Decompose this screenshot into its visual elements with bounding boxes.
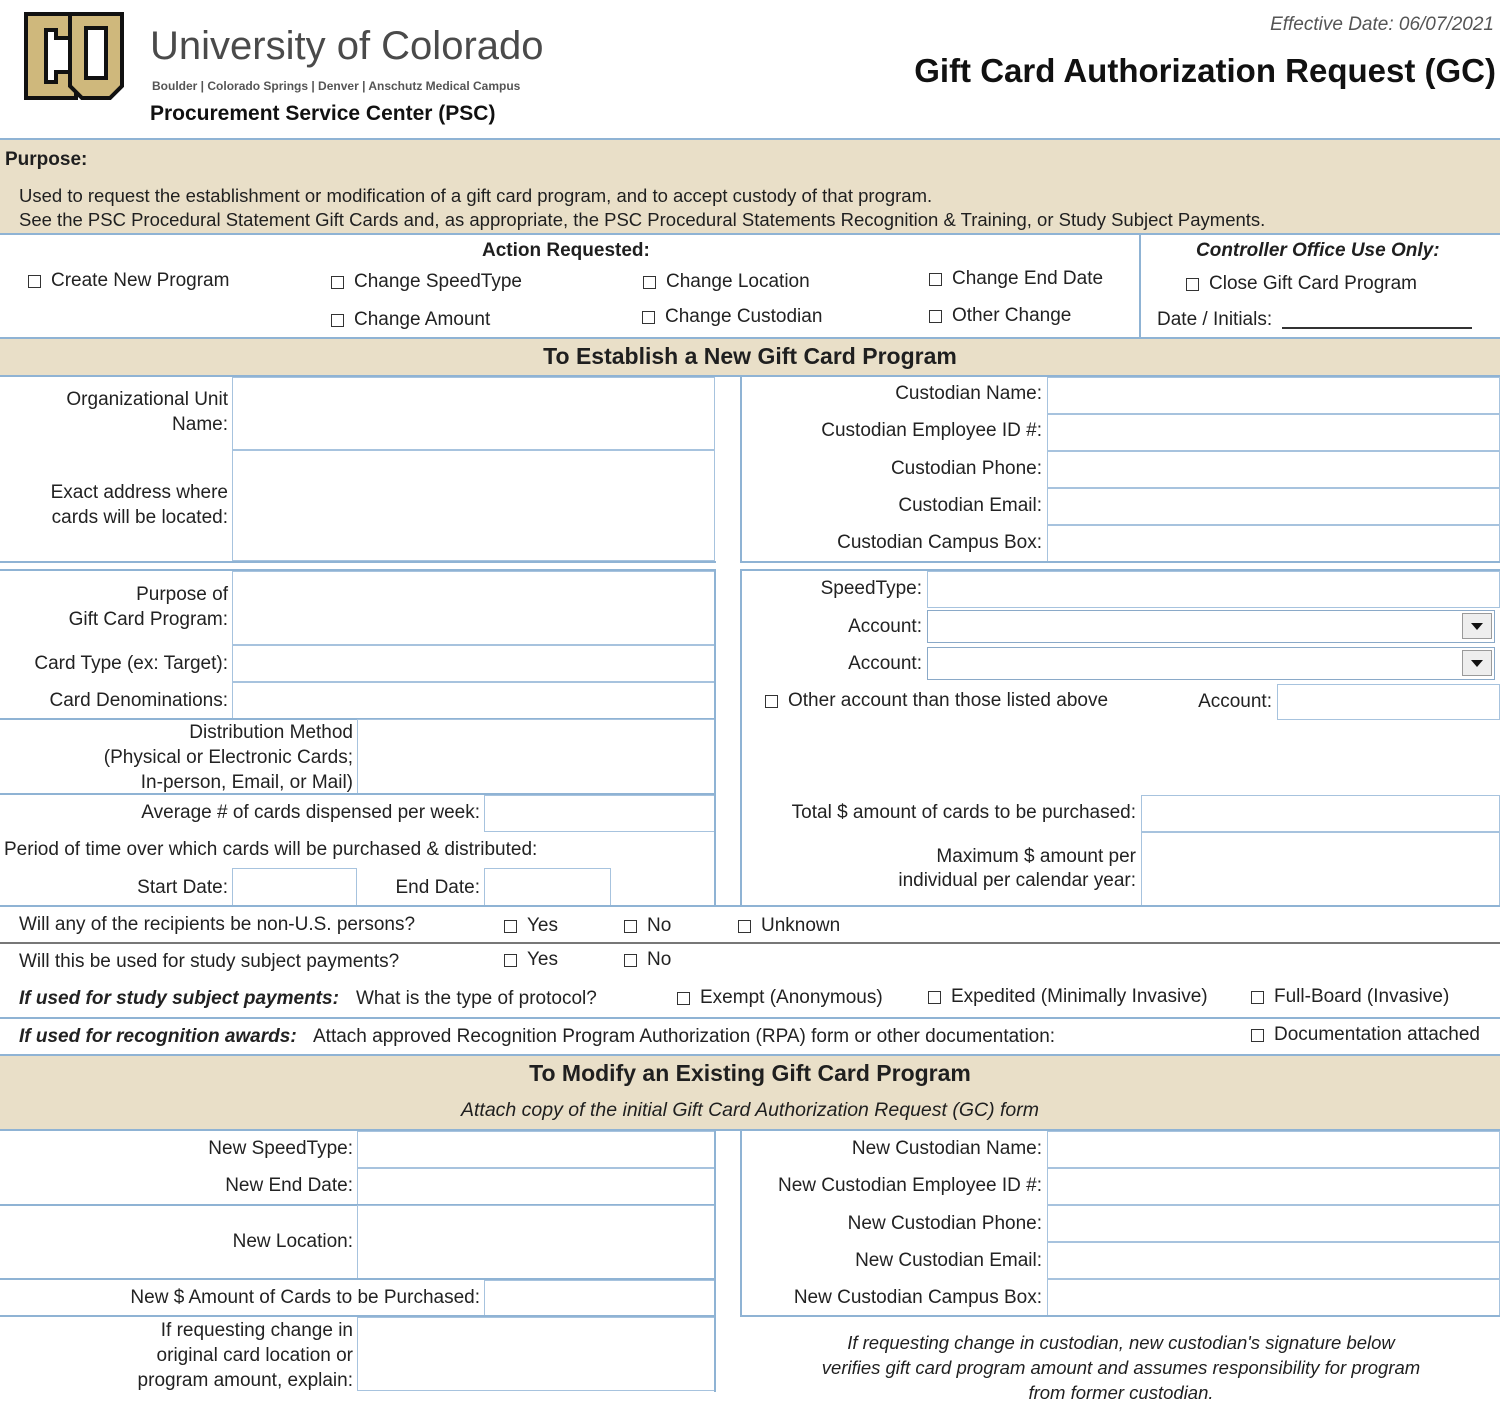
avg-cards-label: Average # of cards dispensed per week:	[141, 802, 480, 823]
form-title: Gift Card Authorization Request (GC)	[914, 52, 1496, 89]
account-2-select[interactable]	[927, 647, 1495, 680]
total-amount-label: Total $ amount of cards to be purchased:	[791, 802, 1136, 823]
explain-label-3: program amount, explain:	[137, 1370, 353, 1391]
max-amount-label-2: individual per calendar year:	[898, 870, 1136, 891]
custodian-name-label: Custodian Name:	[895, 383, 1042, 404]
change-location-checkbox[interactable]: Change Location	[643, 271, 810, 293]
org-unit-label-2: Name:	[172, 414, 228, 435]
chevron-down-icon[interactable]	[1462, 650, 1492, 676]
program-purpose-label-1: Purpose of	[136, 584, 228, 605]
total-amount-input[interactable]	[1141, 795, 1500, 832]
new-custodian-name-label: New Custodian Name:	[851, 1138, 1042, 1159]
custodian-note-3: from former custodian.	[1028, 1382, 1214, 1403]
cu-logo	[18, 8, 128, 104]
custodian-box-label: Custodian Campus Box:	[837, 532, 1042, 553]
speedtype-input[interactable]	[927, 571, 1500, 608]
address-label-1: Exact address where	[50, 482, 228, 503]
non-us-no-checkbox[interactable]: No	[624, 915, 671, 937]
expedited-checkbox[interactable]: Expedited (Minimally Invasive)	[928, 986, 1208, 1008]
program-purpose-label-2: Gift Card Program:	[68, 609, 228, 630]
distribution-input[interactable]	[357, 719, 715, 794]
date-initials-field[interactable]	[1282, 327, 1472, 329]
account-1-label: Account:	[848, 616, 922, 637]
recognition-prefix: If used for recognition awards:	[19, 1026, 297, 1047]
custodian-email-input[interactable]	[1047, 488, 1500, 525]
study-no-checkbox[interactable]: No	[624, 949, 671, 971]
other-account-checkbox[interactable]: Other account than those listed above	[765, 690, 1108, 712]
new-custodian-phone-label: New Custodian Phone:	[847, 1213, 1042, 1234]
new-custodian-box-label: New Custodian Campus Box:	[793, 1287, 1042, 1308]
create-program-checkbox[interactable]: Create New Program	[28, 270, 229, 292]
custodian-id-label: Custodian Employee ID #:	[821, 420, 1042, 441]
custodian-box-input[interactable]	[1047, 525, 1500, 562]
distribution-label-1: Distribution Method	[189, 722, 353, 743]
custodian-name-input[interactable]	[1047, 377, 1500, 414]
account-3-input[interactable]	[1277, 684, 1500, 720]
action-heading: Action Requested:	[482, 240, 650, 261]
card-type-input[interactable]	[232, 645, 715, 682]
exempt-checkbox[interactable]: Exempt (Anonymous)	[677, 987, 883, 1009]
custodian-note-1: If requesting change in custodian, new custodian's signature below	[847, 1332, 1395, 1353]
study-question: Will this be used for study subject payments?	[19, 951, 400, 972]
custodian-email-label: Custodian Email:	[898, 495, 1042, 516]
distribution-label-2: (Physical or Electronic Cards;	[103, 747, 353, 768]
protocol-question: What is the type of protocol?	[356, 988, 597, 1009]
department-name: Procurement Service Center (PSC)	[150, 102, 496, 125]
new-amount-input[interactable]	[484, 1280, 715, 1316]
new-location-input[interactable]	[357, 1205, 715, 1279]
distribution-label-3: In-person, Email, or Mail)	[140, 772, 353, 793]
address-label-2: cards will be located:	[51, 507, 228, 528]
account-1-select[interactable]	[927, 610, 1495, 643]
max-amount-label-1: Maximum $ amount per	[936, 846, 1136, 867]
non-us-unknown-checkbox[interactable]: Unknown	[738, 915, 840, 937]
program-purpose-input[interactable]	[232, 571, 715, 645]
custodian-id-input[interactable]	[1047, 414, 1500, 451]
effective-date: Effective Date: 06/07/2021	[1270, 14, 1494, 35]
org-unit-input[interactable]	[232, 377, 715, 450]
denominations-input[interactable]	[232, 682, 715, 719]
period-label: Period of time over which cards will be purchased & distributed:	[4, 839, 538, 860]
avg-cards-input[interactable]	[484, 795, 715, 832]
max-amount-input[interactable]	[1141, 832, 1500, 906]
new-custodian-id-label: New Custodian Employee ID #:	[777, 1175, 1042, 1196]
documentation-attached-checkbox[interactable]: Documentation attached	[1251, 1024, 1480, 1046]
denominations-label: Card Denominations:	[49, 690, 228, 711]
start-date-input[interactable]	[232, 868, 357, 906]
date-initials-label: Date / Initials:	[1157, 309, 1273, 330]
org-unit-label-1: Organizational Unit	[66, 389, 228, 410]
new-custodian-email-label: New Custodian Email:	[855, 1250, 1042, 1271]
explain-input[interactable]	[357, 1317, 715, 1391]
custodian-phone-label: Custodian Phone:	[890, 458, 1042, 479]
other-change-checkbox[interactable]: Other Change	[929, 305, 1071, 327]
new-custodian-box-input[interactable]	[1047, 1279, 1500, 1316]
establish-heading: To Establish a New Gift Card Program	[543, 343, 957, 369]
purpose-heading: Purpose:	[5, 149, 88, 170]
card-type-label: Card Type (ex: Target):	[34, 653, 228, 674]
non-us-question: Will any of the recipients be non-U.S. persons?	[19, 914, 416, 935]
controller-heading: Controller Office Use Only:	[1196, 240, 1440, 261]
new-custodian-id-input[interactable]	[1047, 1168, 1500, 1205]
new-amount-label: New $ Amount of Cards to be Purchased:	[130, 1287, 480, 1308]
modify-heading: To Modify an Existing Gift Card Program	[529, 1060, 971, 1086]
chevron-down-icon[interactable]	[1462, 613, 1492, 639]
modify-subheading: Attach copy of the initial Gift Card Authorization Request (GC) form	[460, 1099, 1040, 1121]
new-custodian-name-input[interactable]	[1047, 1131, 1500, 1168]
recognition-text: Attach approved Recognition Program Authorization (RPA) form or other documentation:	[313, 1026, 1056, 1047]
end-date-input[interactable]	[484, 868, 611, 906]
address-input[interactable]	[232, 450, 715, 561]
full-board-checkbox[interactable]: Full-Board (Invasive)	[1251, 986, 1449, 1008]
end-date-label: End Date:	[395, 877, 480, 898]
purpose-line-2: See the PSC Procedural Statement Gift Cards and, as appropriate, the PSC Procedural Statements Recognition & Training, or Study Subject Payments.	[19, 209, 1266, 230]
university-name: University of Colorado	[150, 24, 544, 68]
new-custodian-email-input[interactable]	[1047, 1242, 1500, 1279]
study-prefix: If used for study subject payments:	[19, 988, 339, 1009]
account-2-label: Account:	[848, 653, 922, 674]
account-3-label: Account:	[1198, 691, 1272, 712]
new-speedtype-input[interactable]	[357, 1131, 715, 1168]
new-location-label: New Location:	[232, 1231, 353, 1252]
explain-label-2: original card location or	[156, 1345, 353, 1366]
new-custodian-phone-input[interactable]	[1047, 1205, 1500, 1242]
campus-list: Boulder | Colorado Springs | Denver | Anschutz Medical Campus	[152, 79, 521, 93]
change-end-date-checkbox[interactable]: Change End Date	[929, 268, 1103, 290]
start-date-label: Start Date:	[137, 877, 228, 898]
custodian-note-2: verifies gift card program amount and assumes responsibility for program	[821, 1357, 1421, 1378]
change-speedtype-checkbox[interactable]: Change SpeedType	[331, 271, 522, 293]
non-us-yes-checkbox[interactable]: Yes	[504, 915, 558, 937]
close-program-checkbox[interactable]: Close Gift Card Program	[1186, 273, 1417, 295]
new-speedtype-label: New SpeedType:	[208, 1138, 353, 1159]
explain-label-1: If requesting change in	[160, 1320, 353, 1341]
purpose-line-1: Used to request the establishment or modification of a gift card program, and to accept custody of that program.	[19, 185, 933, 206]
speedtype-label: SpeedType:	[820, 578, 922, 599]
study-yes-checkbox[interactable]: Yes	[504, 949, 558, 971]
new-end-date-label: New End Date:	[225, 1175, 353, 1196]
change-custodian-checkbox[interactable]: Change Custodian	[642, 306, 822, 328]
change-amount-checkbox[interactable]: Change Amount	[331, 309, 490, 331]
new-end-date-input[interactable]	[357, 1168, 715, 1205]
custodian-phone-input[interactable]	[1047, 451, 1500, 488]
